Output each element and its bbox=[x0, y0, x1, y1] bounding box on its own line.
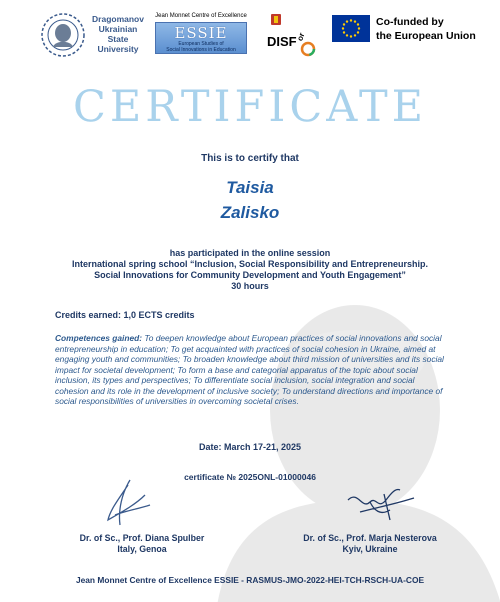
essie-acronym: ESSIE bbox=[174, 24, 228, 42]
signatory-left: Dr. of Sc., Prof. Diana Spulber Italy, Genoa bbox=[79, 533, 205, 554]
signature-spulber bbox=[90, 475, 160, 530]
eu-cofunded-text: Co-funded by the European Union bbox=[376, 16, 476, 42]
jm-top-label: Jean Monnet Centre of Excellence bbox=[155, 13, 247, 19]
jean-monnet-essie-logo bbox=[155, 12, 247, 54]
session-date: Date: March 17-21, 2025 bbox=[198, 442, 302, 452]
credits-earned: Credits earned: 1,0 ECTS credits bbox=[55, 310, 195, 320]
recipient-first-name: Taisia bbox=[226, 178, 274, 197]
certify-text: This is to certify that bbox=[201, 153, 299, 164]
certificate-title: CERTIFICATE bbox=[72, 82, 428, 132]
competences-text: To deepen knowledge about European practices of social innovations and social entrepreneurship in education; To get acquainted with practices of social cohesion in Ukraine, aimed at engaging youth and communities; To broaden knowledge about third mission of universities and its social impact for societal development; To form a base and categorial apparatus of the topic about social inclusion, its types and perspectives; To differentiate social inclusion, social integration and social cohesion and its role in the development of inclusive society; To understand directions and importance of social responsibilities of universities in overcoming societal crises. bbox=[55, 333, 444, 406]
signatory-right: Dr. of Sc., Prof. Marja Nesterova Kyiv, Ukraine bbox=[303, 533, 437, 554]
svg-text:or: or bbox=[295, 31, 307, 43]
signature-nesterova bbox=[340, 480, 420, 525]
session-description: has participated in the online session International spring school “Inclusion, Social Responsibility and Entrepreneurship. Social Innovations for Community Development and Youth Engagement” 30 hours bbox=[71, 248, 429, 291]
svg-text:DISF: DISF bbox=[267, 34, 297, 49]
disfor-logo bbox=[265, 13, 317, 57]
university-name: Dragomanov Ukrainian State University bbox=[92, 14, 144, 54]
competences-label: Competences gained: bbox=[55, 333, 143, 343]
recipient-last-name: Zalisko bbox=[220, 203, 280, 222]
certificate-number: certificate № 2025ONL-01000046 bbox=[184, 472, 316, 482]
eu-flag-icon bbox=[332, 15, 370, 42]
university-seal-logo bbox=[41, 13, 85, 57]
essie-banner bbox=[155, 22, 247, 54]
competences-paragraph bbox=[55, 333, 450, 407]
footer-project-code: Jean Monnet Centre of Excellence ESSIE - RASMUS-JMO-2022-HEI-TCH-RSCH-UA-COE bbox=[75, 575, 425, 585]
essie-subtitle: European Studies of Social Innovations in Education bbox=[166, 41, 236, 53]
